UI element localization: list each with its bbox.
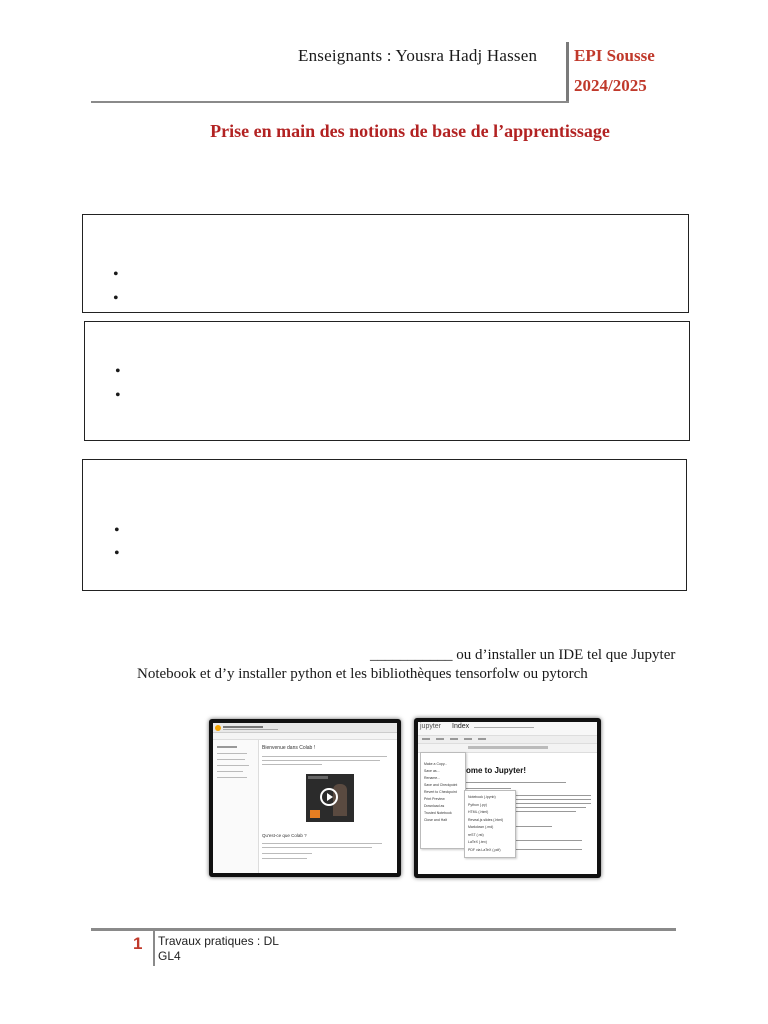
institution-label: EPI Sousse	[574, 46, 655, 65]
content-box-2	[84, 321, 690, 441]
menu-item[interactable]: Download as	[424, 804, 445, 808]
bullet-point: •	[114, 522, 120, 539]
footer-course: Travaux pratiques : DL	[158, 934, 279, 948]
jupyter-welcome: ome to Jupyter!	[466, 766, 527, 775]
page-title: Prise en main des notions de base de l’apprentissage	[210, 121, 610, 141]
download-submenu	[464, 790, 516, 858]
content-box-1	[82, 214, 689, 313]
colab-subheading: Qu'est-ce que Colab ?	[262, 833, 307, 838]
colab-video-thumbnail	[306, 774, 354, 822]
menu-item[interactable]: Trusted Notebook	[424, 811, 452, 815]
page-number: 1	[133, 934, 143, 953]
download-option[interactable]: HTML (.html)	[468, 810, 489, 814]
download-option[interactable]: reST (.rst)	[468, 832, 484, 837]
footer-rule	[91, 928, 676, 931]
file-menu	[420, 752, 466, 849]
download-option[interactable]: Notebook (.ipynb)	[468, 795, 496, 799]
teachers-label: Enseignants : Yousra Hadj Hassen	[298, 46, 538, 65]
body-line-1: ___________ ou d’installer un IDE tel que Jupyter	[370, 647, 676, 663]
footer-divider	[153, 930, 155, 966]
body-line-2: Notebook et d’y installer python et les bibliothèques tensorfolw ou pytorch	[137, 666, 588, 682]
menu-item[interactable]: Close and Halt	[424, 818, 447, 822]
bullet-point: •	[115, 387, 121, 404]
play-icon	[320, 788, 338, 806]
jupyter-doc-title: Index	[452, 723, 470, 730]
jupyter-logo: jupyter	[420, 723, 442, 730]
download-option[interactable]: PDF via LaTeX (.pdf)	[468, 847, 501, 852]
year-label: 2024/2025	[574, 76, 647, 95]
colab-heading: Bienvenue dans Colab !	[262, 745, 316, 751]
download-option[interactable]: Reveal.js slides (.html)	[468, 817, 504, 822]
menu-item[interactable]: Save and Checkpoint	[424, 783, 458, 787]
jupyter-screenshot	[414, 718, 601, 878]
menu-item[interactable]: Make a Copy...	[424, 762, 448, 766]
menu-item[interactable]: Revert to Checkpoint	[424, 790, 457, 794]
colab-logo-icon	[215, 725, 221, 731]
bullet-point: •	[113, 290, 119, 307]
colab-screenshot	[209, 719, 401, 877]
download-option[interactable]: LaTeX (.tex)	[468, 840, 487, 844]
menu-item[interactable]: Save as...	[424, 769, 440, 773]
menu-item[interactable]: Print Preview	[424, 797, 445, 801]
download-option[interactable]: Python (.py)	[468, 802, 487, 807]
bullet-point: •	[114, 545, 120, 562]
header-divider	[566, 42, 569, 102]
header-rule	[91, 101, 569, 103]
bullet-point: •	[113, 266, 119, 283]
bullet-point: •	[115, 363, 121, 380]
footer-class: GL4	[158, 949, 181, 963]
download-option[interactable]: Markdown (.md)	[468, 825, 494, 829]
content-box-3	[82, 459, 687, 591]
menu-item[interactable]: Rename...	[424, 776, 441, 780]
